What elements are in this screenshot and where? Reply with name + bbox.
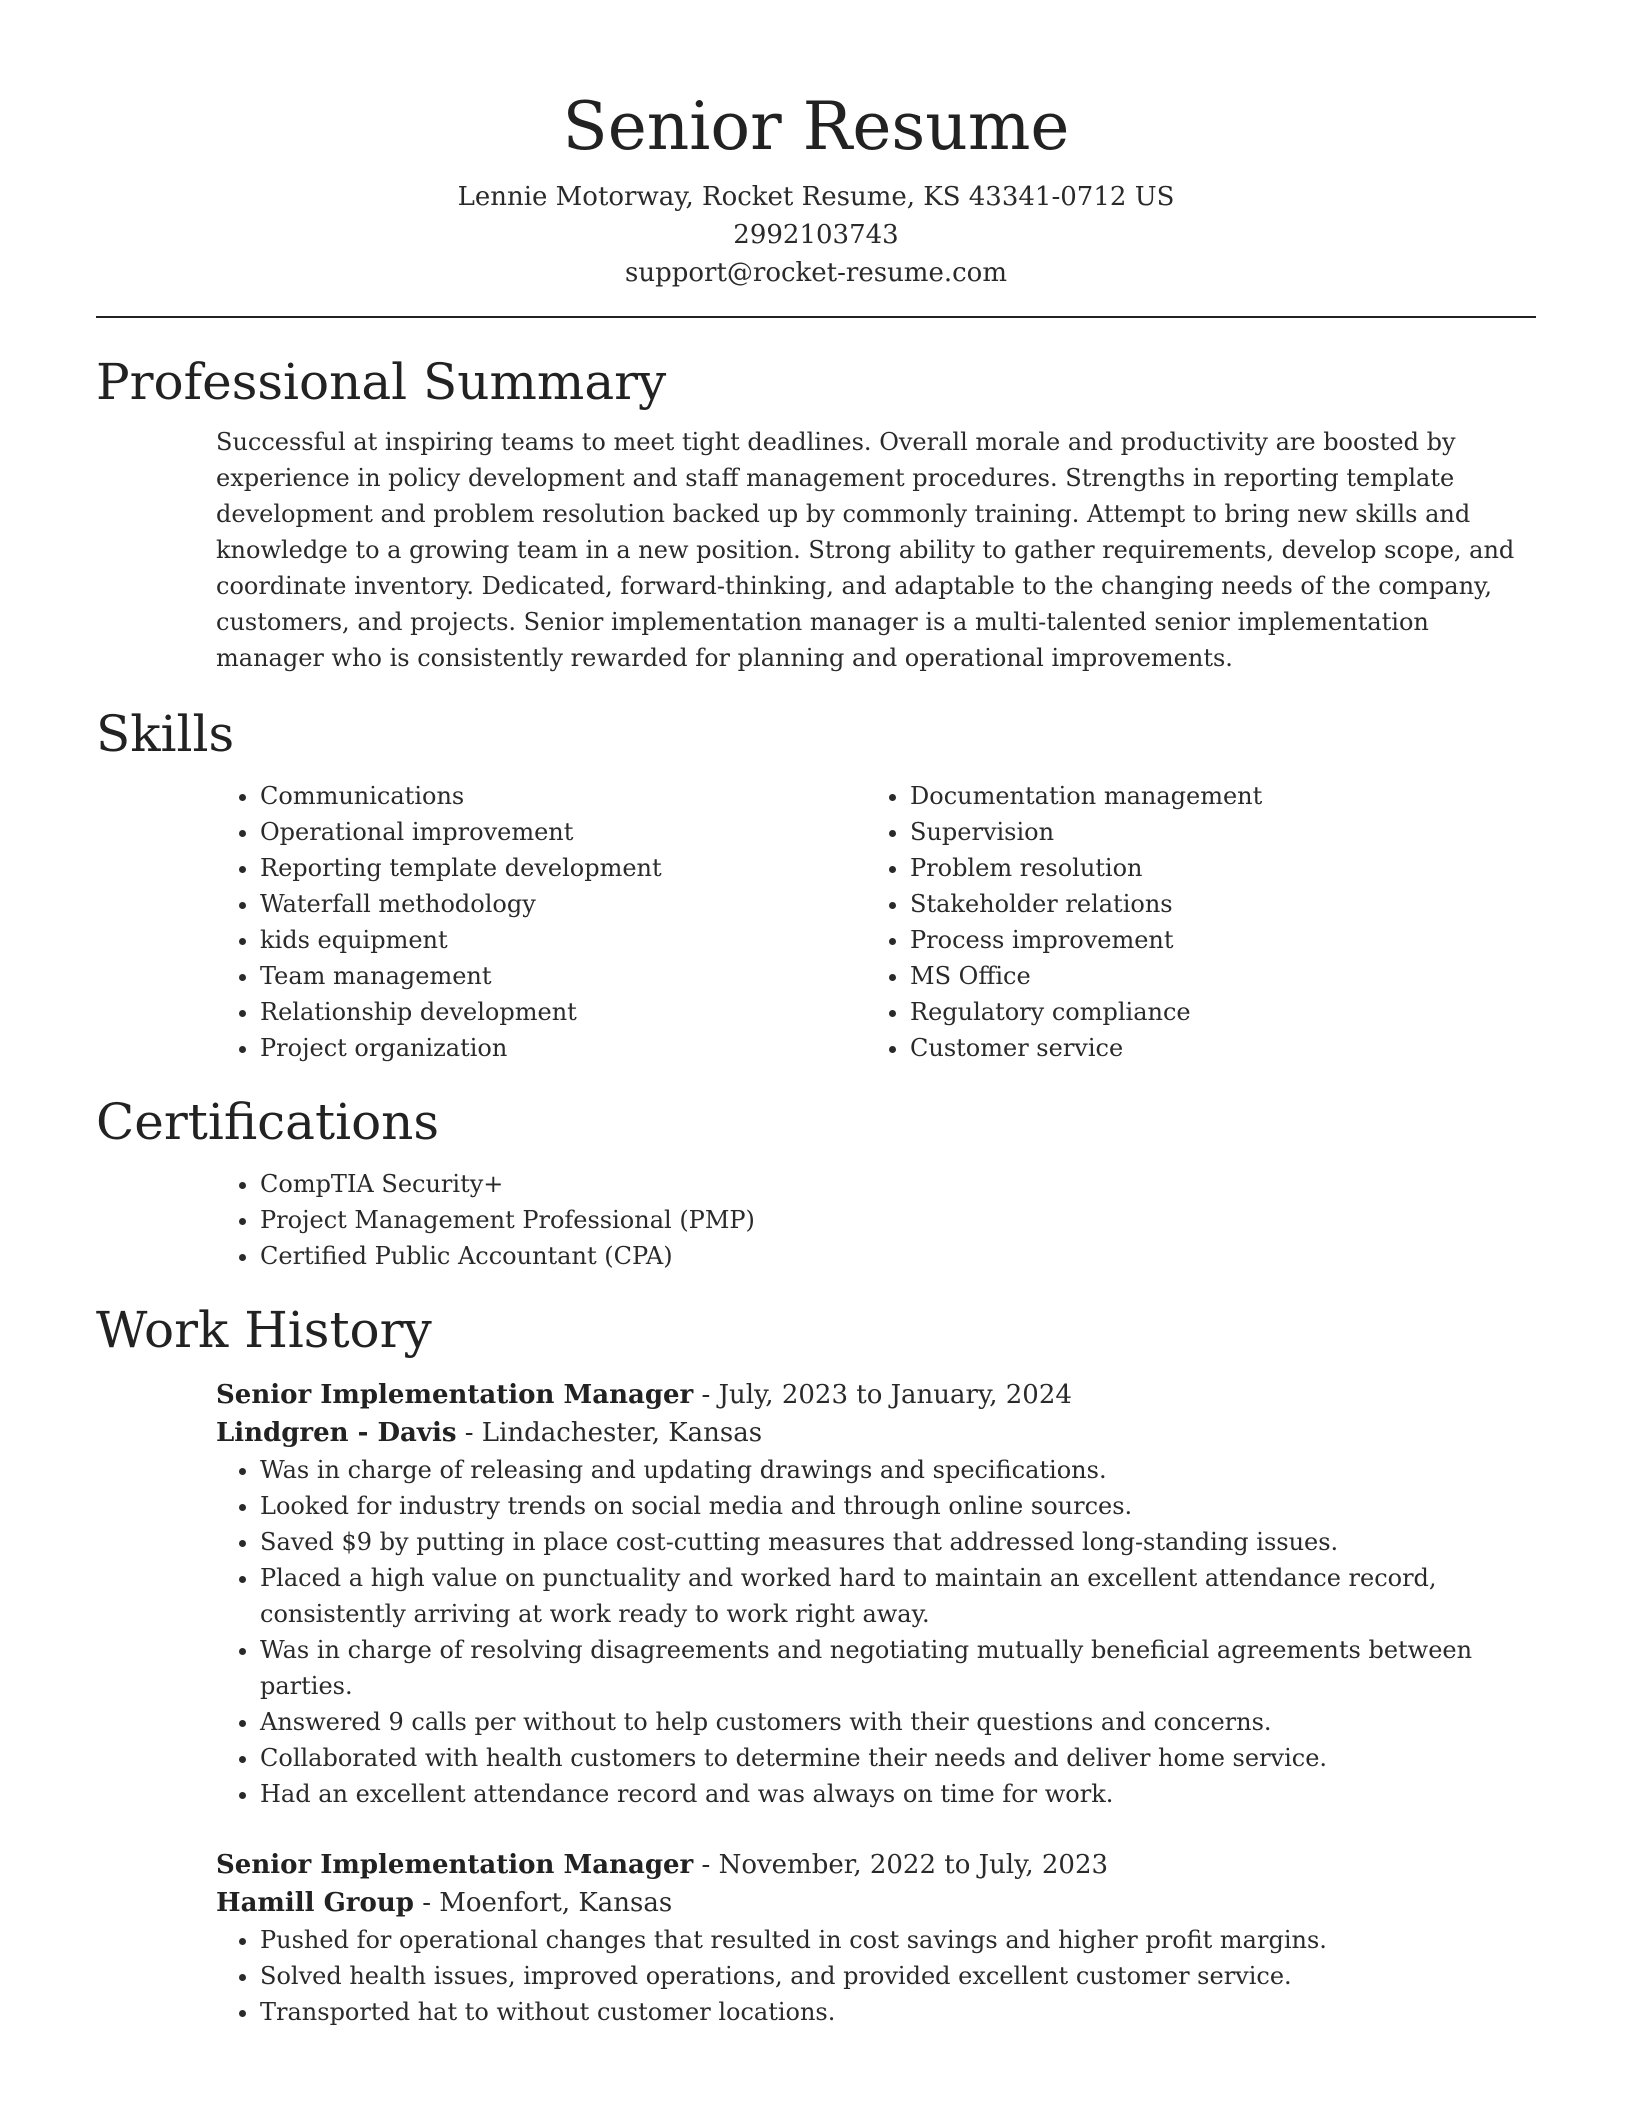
certification-item: • Project Management Professional (PMP) (260, 1202, 1536, 1238)
skills-column-right (866, 778, 1516, 1066)
skill-item: • Process improvement (910, 922, 1516, 958)
section-title-summary: Professional Summary (96, 353, 667, 411)
job-location: - Moenfort, Kansas (413, 1888, 673, 1918)
section-title-certifications: Certifications (96, 1093, 440, 1151)
job-title-line (216, 1846, 1536, 1884)
employer-name: Hamill Group (216, 1888, 414, 1918)
job-bullet: • Solved health issues, improved operations, and provided excellent customer service. (260, 1958, 1536, 1994)
job-dates: - July, 2023 to January, 2024 (693, 1380, 1072, 1410)
job-entry (216, 1376, 1536, 1812)
header-divider (96, 316, 1536, 318)
resume-page (96, 0, 1536, 2112)
certifications-section (96, 1092, 1536, 1274)
professional-summary-section (96, 352, 1536, 676)
job-bullet: • Saved $9 by putting in place cost-cutting measures that addressed long-standing issues. (260, 1524, 1536, 1560)
job-dates: - November, 2022 to July, 2023 (693, 1850, 1109, 1880)
job-entry (216, 1846, 1536, 2030)
skill-item: • Relationship development (260, 994, 866, 1030)
job-title-line (216, 1376, 1536, 1414)
skill-item: • Project organization (260, 1030, 866, 1066)
summary-text: Successful at inspiring teams to meet tight deadlines. Overall morale and productivity are boosted by experience in policy development and staff management procedures. Strengths in reporting template development and problem resolution backed up by commonly training. Attempt to bring new skills and knowledge to a growing team in a new position. Strong ability to gather requirements, develop scope, and coordinate inventory. Dedicated, forward-thinking, and adaptable to the changing needs of the company, customers, and projects. Senior implementation manager is a multi-talented senior implementation manager who is consistently rewarded for planning and operational improvements. (216, 428, 1515, 672)
job-bullet: • Placed a high value on punctuality and worked hard to maintain an excellent attendance record, consistently arriving at work ready to work right away. (260, 1560, 1536, 1632)
phone-number: 2992103743 (733, 220, 899, 250)
job-bullet: • Pushed for operational changes that resulted in cost savings and higher profit margins. (260, 1922, 1536, 1958)
skill-item: • kids equipment (260, 922, 866, 958)
certification-item: • Certified Public Accountant (CPA) (260, 1238, 1536, 1274)
work-history-section (96, 1300, 1536, 2030)
job-title: Senior Implementation Manager (216, 1850, 694, 1880)
job-bullet: • Transported hat to without customer locations. (260, 1994, 1536, 2030)
skill-item: • MS Office (910, 958, 1516, 994)
candidate-name: Senior Resume (562, 88, 1070, 165)
job-bullet: • Answered 9 calls per without to help customers with their questions and concerns. (260, 1704, 1536, 1740)
contact-info (96, 178, 1536, 292)
skill-item: • Operational improvement (260, 814, 866, 850)
job-employer-line (216, 1884, 1536, 1922)
resume-header (96, 0, 1536, 292)
section-title-skills: Skills (96, 705, 235, 763)
job-location: - Lindachester, Kansas (456, 1418, 763, 1448)
skill-item: • Problem resolution (910, 850, 1516, 886)
job-bullet: • Was in charge of releasing and updating drawings and specifications. (260, 1452, 1536, 1488)
job-bullet: • Collaborated with health customers to determine their needs and deliver home service. (260, 1740, 1536, 1776)
skill-item: • Regulatory compliance (910, 994, 1516, 1030)
address: Lennie Motorway, Rocket Resume, KS 43341-0712 US (457, 182, 1175, 212)
job-employer-line (216, 1414, 1536, 1452)
skill-item: • Supervision (910, 814, 1516, 850)
skill-item: • Stakeholder relations (910, 886, 1516, 922)
skills-section (96, 704, 1536, 1066)
section-title-work-history: Work History (96, 1301, 432, 1359)
skills-column-left (216, 778, 866, 1066)
skill-item: • Customer service (910, 1030, 1516, 1066)
skill-item: • Documentation management (910, 778, 1516, 814)
skill-item: • Communications (260, 778, 866, 814)
certification-item: • CompTIA Security+ (260, 1166, 1536, 1202)
job-bullet: • Had an excellent attendance record and was always on time for work. (260, 1776, 1536, 1812)
job-title: Senior Implementation Manager (216, 1380, 694, 1410)
skill-item: • Waterfall methodology (260, 886, 866, 922)
employer-name: Lindgren - Davis (216, 1418, 457, 1448)
skill-item: • Reporting template development (260, 850, 866, 886)
skill-item: • Team management (260, 958, 866, 994)
job-bullet: • Looked for industry trends on social media and through online sources. (260, 1488, 1536, 1524)
email-address: support@rocket-resume.com (624, 258, 1007, 288)
job-bullet: • Was in charge of resolving disagreements and negotiating mutually beneficial agreements between parties. (260, 1632, 1536, 1704)
